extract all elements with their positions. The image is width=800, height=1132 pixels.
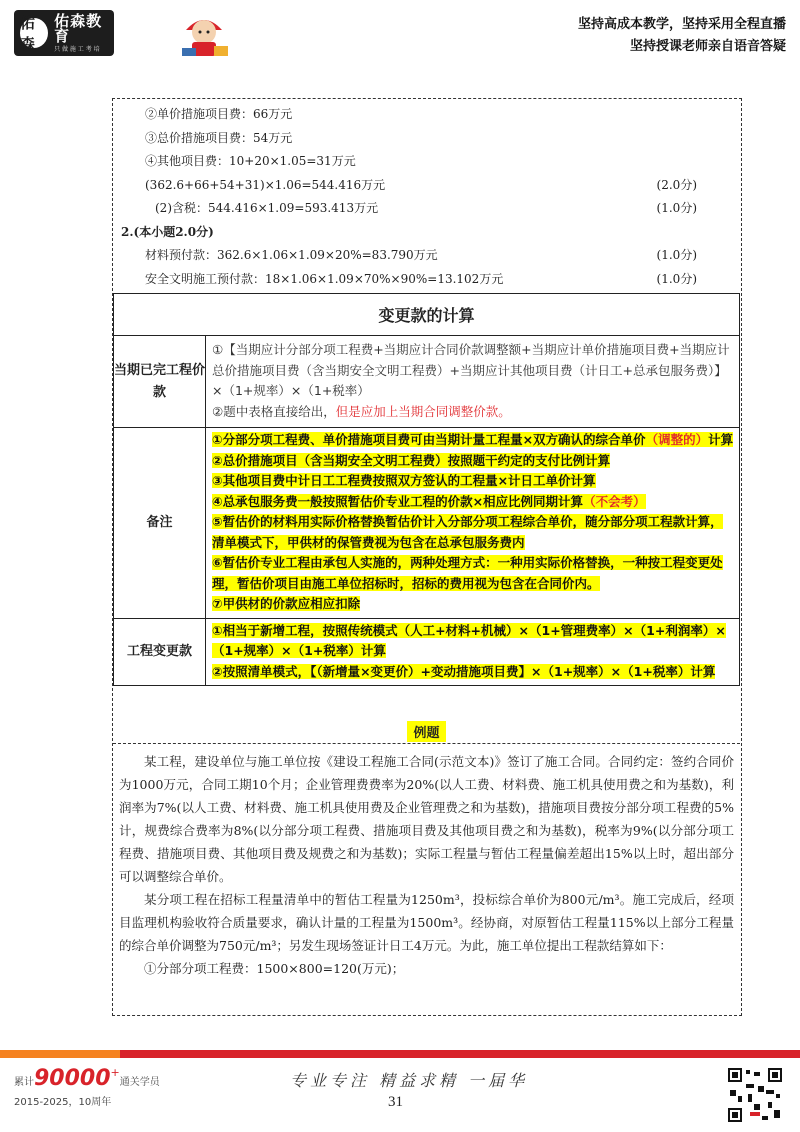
- brand-subtitle: 只 做 施 工 考 培: [54, 45, 100, 53]
- answer-line: (362.6+66+54+31)×1.06=544.416万元: [145, 177, 386, 192]
- change-item: ①相当于新增工程，按照传统模式（人工+材料+机械）×（1+管理费率）×（1+利润率）×（1+规率）×（1+税率）计算: [212, 622, 726, 658]
- red-note: （调整的）: [645, 432, 709, 447]
- note-item: ③其他项目费中计日工工程费按照双方签认的工程量×计日工单价计算: [212, 473, 596, 488]
- red-note: （不会考）: [583, 493, 646, 509]
- page-number: 31: [388, 1094, 403, 1110]
- table-row: [114, 428, 740, 619]
- score: (1.0分): [656, 201, 697, 215]
- note-item: ①分部分项工程费、单价措施项目费可由当期计量工程量×双方确认的综合单价: [212, 432, 646, 447]
- row-content: [206, 428, 740, 619]
- logo-seal: 佑森: [20, 18, 48, 48]
- slogan-line-2: 坚持授课老师亲自语音答疑: [629, 39, 786, 54]
- stats-badge: 累计90000+通关学员 2015-2025，10周年: [14, 1066, 160, 1108]
- change-payment-table: [113, 293, 740, 686]
- question-heading: 2.(本小题2.0分): [121, 224, 214, 239]
- note-item: ④总承包服务费一般按照暂估价专业工程的价款×相应比例同期计算: [212, 493, 584, 509]
- answer-line: ②单价措施项目费：66万元: [145, 107, 293, 121]
- example-body: [113, 743, 740, 980]
- row-header: 工程变更款: [114, 618, 206, 686]
- note-item: ⑥暂估价专业工程由承包人实施的，两种处理方式：一种用实际价格替换，一种按工程变更处理，暂估价项目由施工单位招标时，招标的费用视为包含在合同价内。: [212, 555, 723, 591]
- table-title: 变更款的计算: [114, 294, 740, 336]
- stats-number: 90000: [34, 1066, 111, 1091]
- previous-answer: [113, 99, 741, 291]
- change-item: ②按照清单模式，【（新增量×变更价）+变动措施项目费】×（1+规率）×（1+税率）计算: [212, 663, 716, 679]
- slogan-line-1: 坚持高成本教学，坚持采用全程直播: [577, 17, 786, 32]
- slogan: [578, 14, 786, 58]
- row-content: [206, 336, 740, 428]
- note-item: ⑦甲供材的价款应相应扣除: [212, 596, 361, 611]
- answer-line: ④其他项目费：10+20×1.05=31万元: [145, 154, 356, 168]
- content-frame: [112, 98, 742, 1016]
- qr-code-icon: [726, 1066, 784, 1124]
- answer-line: 材料预付款：362.6×1.06×1.09×20%=83.790万元: [145, 248, 438, 262]
- note-item: 计算: [708, 432, 734, 447]
- score: (2.0分): [656, 177, 697, 192]
- example-paragraph: 某分项工程在招标工程量清单中的暂估工程量为1250m³，投标综合单价为800元/m³。施工完成后，经项目监理机构验收符合质量要求，确认计量的工程量为1500m³。经协商，对原暂估工程量115%以上部分工程量的综合单价调整为750元/m³；另发生现场签证计日工4万元。为此，施工单位提出工程款结算如下：: [119, 892, 734, 953]
- table-row: [114, 336, 740, 428]
- answer-line: 安全文明施工预付款：18×1.06×1.09×70%×90%=13.102万元: [145, 271, 504, 286]
- table-row: [114, 618, 740, 686]
- score: (1.0分): [656, 248, 697, 262]
- score: (1.0分): [656, 271, 697, 286]
- row-text: ①【当期应计分部分项工程费+当期应计合同价款调整额+当期应计单价措施项目费+当期应计总价措施项目费（含当期安全文明工程费）+当期应计其他项目费（计日工+总承包服务费）】×（1+规率）×（1+税率）: [212, 342, 730, 398]
- mascot-icon: [178, 8, 230, 60]
- signature: 专业专注 精益求精 一届华: [290, 1071, 529, 1090]
- red-note: 但是应加上当期合同调整价款。: [335, 403, 511, 419]
- note-item: ②总价措施项目（含当期安全文明工程费）按照题干约定的支付比例计算: [212, 452, 611, 468]
- row-header: 备注: [114, 428, 206, 619]
- example-paragraph: 某工程，建设单位与施工单位按《建设工程施工合同(示范文本)》签订了施工合同。合同约定：签约合同价为1000万元，合同工期10个月；企业管理费费率为20%(以人工费、材料费、施工机具使用费之和为基数)，利润率为7%(以人工费、材料费、施工机具使用费及企业管理费之和为基数)，措施项目费按分部分项工程费的5%计，规费综合费率为8%(以分部分项工程费、措施项目费及其他项目费之和为基数)，税率为9%(以分部分项工程费、措施项目费、其他项目费及规费之和为基数)；实际工程量与暂估工程量偏差超出15%以上时，超出部分可以调整综合单价。: [119, 754, 734, 884]
- brand-logo: [14, 10, 114, 56]
- answer-line: ③总价措施项目费：54万元: [145, 130, 293, 145]
- brand-name: 佑森教育: [54, 11, 103, 45]
- row-text: ②题中表格直接给出，但是应加上当期合同调整价款。: [212, 403, 511, 419]
- row-header: 当期已完工程价款: [114, 336, 206, 428]
- note-item: ⑤暂估价的材料用实际价格替换暂估价计入分部分项工程综合单价，随分部分项工程款计算，清单模式下，甲供材的保管费视为包含在总承包服务费内: [212, 514, 723, 550]
- example-header: 例题: [113, 719, 740, 741]
- years-text: 2015-2025，10周年: [14, 1097, 112, 1108]
- footer-bar: [0, 1050, 800, 1058]
- row-content: [206, 618, 740, 686]
- answer-line: (2)含税：544.416×1.09=593.413万元: [155, 201, 379, 215]
- example-item: ①分部分项工程费：1500×800=120(万元)；: [144, 961, 405, 976]
